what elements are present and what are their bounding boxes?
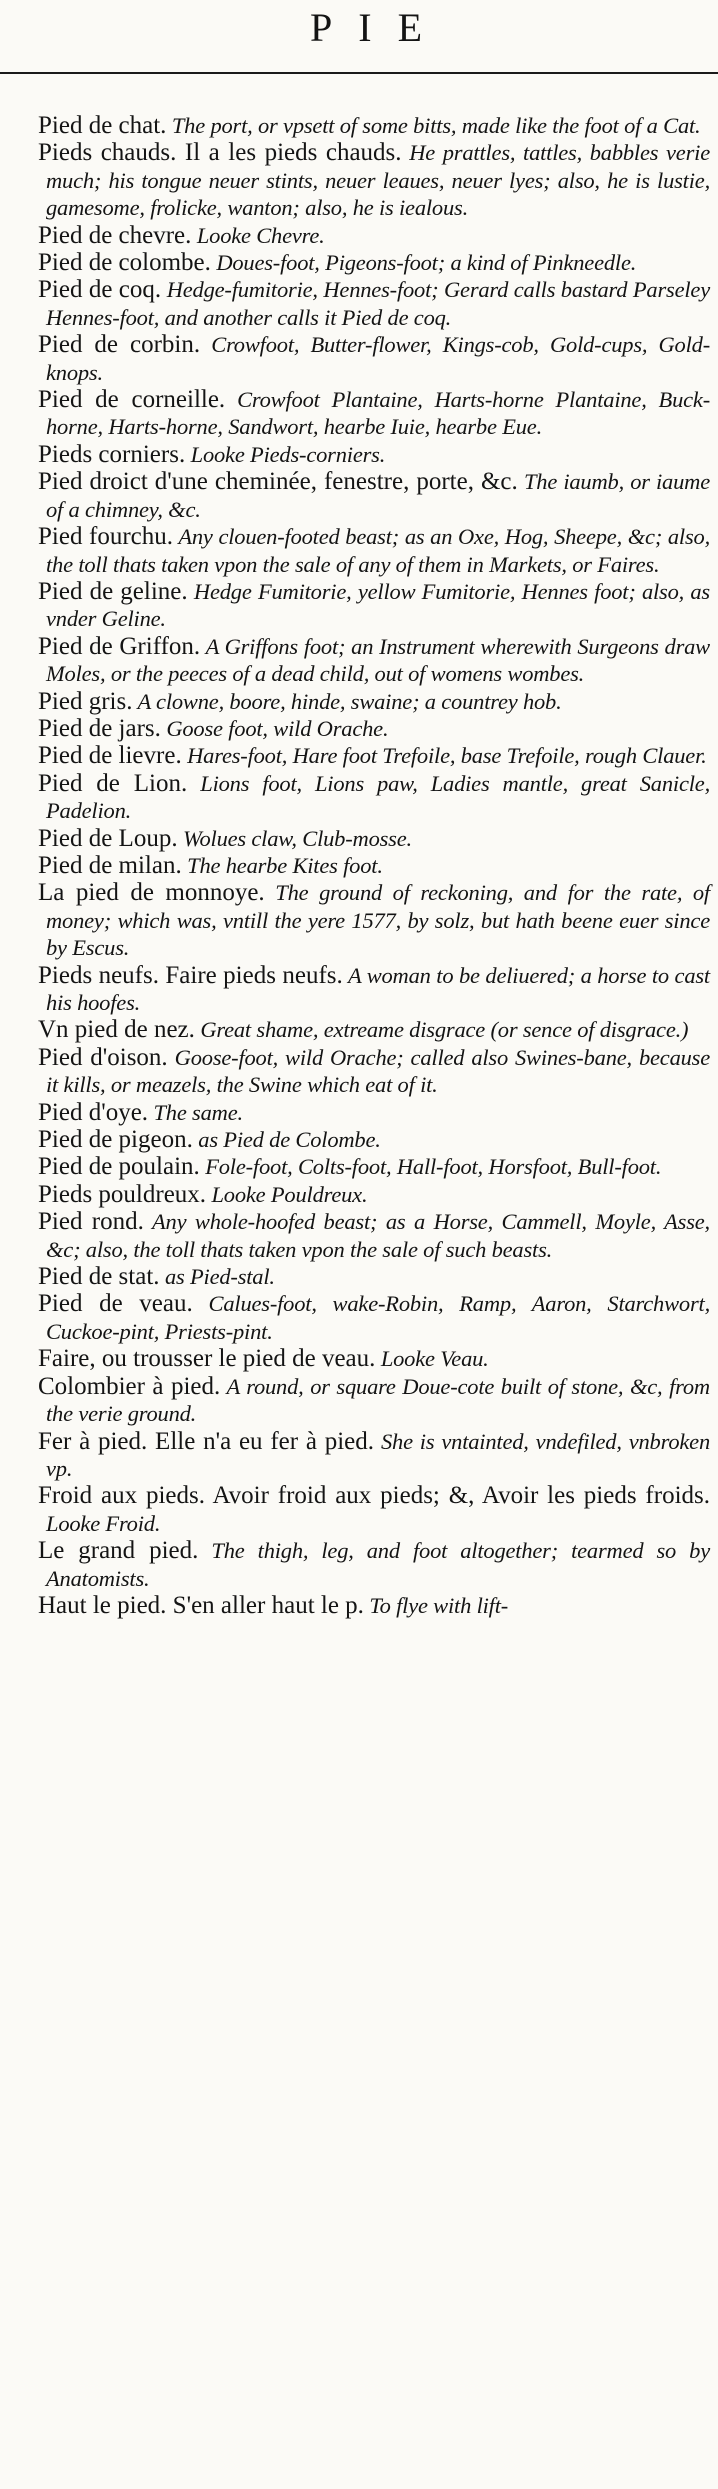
dictionary-entry (38, 112, 710, 139)
headword: Pieds corniers. (38, 440, 186, 468)
headword: Pied de stat. (38, 1263, 160, 1291)
dictionary-entry (38, 1482, 710, 1537)
dictionary-entry (38, 249, 710, 276)
dictionary-entry (38, 1345, 710, 1372)
dictionary-entry (38, 1153, 710, 1180)
definition: The same. (148, 1099, 243, 1125)
definition: The port, or vpsett of some bitts, made like the foot of a Cat. (166, 113, 701, 138)
definition: Looke Veau. (375, 1346, 489, 1372)
headword: Pied de milan. (38, 851, 182, 879)
dictionary-entry (38, 578, 710, 633)
headword: Pieds chauds. Il a les pieds chauds. (38, 139, 402, 167)
definition: The thigh, leg, and foot altogether; tearmed so by Anatomists. (46, 1538, 710, 1591)
definition: Looke Pouldreux. (206, 1181, 368, 1207)
dictionary-entry (38, 139, 710, 221)
dictionary-entry (38, 770, 710, 825)
dictionary-entry (38, 222, 710, 249)
headword: Pied de chat. (38, 112, 167, 139)
dictionary-entry (38, 276, 710, 331)
dictionary-entry (38, 1044, 710, 1099)
headword: Haut le pied. S'en aller haut le p. (38, 1591, 364, 1619)
definition: A clowne, boore, hinde, swaine; a countrey hob. (132, 688, 562, 714)
dictionary-entry (38, 1208, 710, 1263)
definition: A Griffons foot; an Instrument wherewith Surgeons draw Moles, or the peeces of a dead child, out of womens wombes. (46, 633, 710, 687)
definition: A woman to be deliuered; a horse to cast his hoofes. (46, 962, 710, 1015)
dictionary-entry (38, 1016, 710, 1043)
headword: Pied de chevre. (38, 221, 192, 249)
definition: Wolues claw, Club-mosse. (177, 825, 412, 851)
headword: Pied de colombe. (38, 249, 211, 277)
headword: Pied de pigeon. (38, 1126, 193, 1154)
headword: Pied de lievre. (38, 742, 182, 770)
headword: Vn pied de nez. (38, 1016, 195, 1044)
dictionary-entry (38, 852, 710, 879)
definition: The hearbe Kites foot. (181, 852, 383, 878)
definition: Looke Froid. (46, 1510, 161, 1536)
headword: Pied d'oye. (38, 1098, 149, 1126)
dictionary-entry (38, 523, 710, 578)
headword: Pied d'oison. (38, 1043, 168, 1071)
headword: Froid aux pieds. Avoir froid aux pieds; &, Avoir les pieds froids. (38, 1482, 710, 1510)
dictionary-entry (38, 688, 710, 715)
dictionary-entry (38, 742, 710, 769)
definition: Lions foot, Lions paw, Ladies mantle, great Sanicle, Padelion. (46, 770, 710, 824)
definition: Any whole-hoofed beast; as a Horse, Cammell, Moyle, Asse, &c; also, the toll thats taken vpon the sale of such beasts. (46, 1209, 710, 1262)
headword: Pied gris. (38, 687, 133, 715)
dictionary-entry (38, 715, 710, 742)
headword: Pied fourchu. (38, 523, 174, 551)
definition: He prattles, tattles, babbles verie much; his tongue neuer stints, neuer leaues, neuer lyes; also, he is lustie, gamesome, frolicke, wanton; also, he is iealous. (46, 140, 710, 221)
headword: Pied de Griffon. (38, 632, 201, 660)
definition: Hares-foot, Hare foot Trefoile, base Trefoile, rough Clauer. (181, 743, 707, 769)
dictionary-entry (38, 825, 710, 852)
dictionary-entries (38, 112, 710, 2489)
definition: Looke Chevre. (191, 222, 325, 248)
definition: Hedge-fumitorie, Hennes-foot; Gerard calls bastard Parseley Hennes-foot, and another calls it Pied de coq. (46, 277, 710, 330)
dictionary-entry (38, 633, 710, 688)
headword: Pied de Loup. (38, 824, 178, 852)
dictionary-entry (38, 1373, 710, 1428)
definition: as Pied de Colombe. (192, 1127, 381, 1153)
definition: Crowfoot, Butter-flower, Kings-cob, Gold-cups, Gold-knops. (46, 332, 710, 385)
headword: Pied de corbin. (38, 331, 201, 359)
headword: Pied droict d'une cheminée, fenestre, porte, &c. (38, 468, 518, 496)
headword: Pied de veau. (38, 1290, 193, 1318)
dictionary-entry (38, 1126, 710, 1153)
headword: Pied de corneille. (38, 386, 226, 414)
definition: Any clouen-footed beast; as an Oxe, Hog, Sheepe, &c; also, the toll thats taken vpon the sale of any of them in Markets, or Faires. (46, 524, 710, 577)
definition: Goose foot, wild Orache. (160, 715, 389, 741)
definition: The iaumb, or iaume of a chimney, &c. (46, 469, 710, 522)
definition: Great shame, extreame disgrace (or sence of disgrace.) (194, 1017, 689, 1043)
dictionary-entry (38, 468, 710, 523)
dictionary-entry (38, 879, 710, 961)
dictionary-entry (38, 1263, 710, 1290)
headword: Pieds pouldreux. (38, 1180, 207, 1208)
definition: Goose-foot, wild Orache; called also Swines-bane, because it kills, or meazels, the Swine which eat of it. (46, 1044, 711, 1098)
dictionary-entry (38, 1428, 710, 1483)
headword: Fer à pied. Elle n'a eu fer à pied. (38, 1427, 375, 1455)
headword: Colombier à pied. (38, 1372, 221, 1400)
definition: as Pied-stal. (159, 1264, 275, 1290)
definition: A round, or square Doue-cote built of stone, &c, from the verie ground. (46, 1373, 710, 1427)
definition: Calues-foot, wake-Robin, Ramp, Aaron, Starchwort, Cuckoe-pint, Priests-pint. (46, 1291, 710, 1344)
dictionary-entry (38, 962, 710, 1017)
dictionary-entry (38, 386, 710, 441)
definition: To flye with lift- (363, 1592, 509, 1618)
headword: Pieds neufs. Faire pieds neufs. (38, 961, 343, 989)
header-rule (0, 72, 718, 74)
headword: Pied de geline. (38, 577, 188, 605)
dictionary-entry (38, 1537, 710, 1592)
dictionary-entry (38, 331, 710, 386)
page-title: PIE (310, 5, 448, 50)
dictionary-entry (38, 1181, 710, 1208)
headword: Faire, ou trousser le pied de veau. (38, 1345, 376, 1373)
headword: Pied de poulain. (38, 1153, 200, 1181)
dictionary-entry (38, 1099, 710, 1126)
headword: Pied de coq. (38, 276, 162, 304)
definition: She is vntainted, vndefiled, vnbroken vp. (46, 1428, 710, 1481)
headword: Pied de Lion. (38, 769, 188, 797)
dictionary-entry (38, 1290, 710, 1345)
definition: Crowfoot Plantaine, Harts-horne Plantaine, Buck-horne, Harts-horne, Sandwort, hearbe Iuie, hearbe Eue. (46, 387, 710, 440)
definition: Hedge Fumitorie, yellow Fumitorie, Hennes foot; also, as vnder Geline. (46, 578, 710, 632)
definition: Fole-foot, Colts-foot, Hall-foot, Horsfoot, Bull-foot. (199, 1154, 662, 1180)
dictionary-entry (38, 441, 710, 468)
headword: Le grand pied. (38, 1537, 199, 1565)
definition: Looke Pieds-corniers. (185, 441, 386, 467)
definition: Doues-foot, Pigeons-foot; a kind of Pinkneedle. (210, 250, 637, 276)
headword: Pied rond. (38, 1208, 144, 1236)
definition: The ground of reckoning, and for the rate, of money; which was, vntill the yere 1577, by solz, but hath beene euer since by Escus. (46, 880, 710, 961)
dictionary-entry (38, 1592, 710, 1619)
headword: Pied de jars. (38, 714, 161, 742)
headword: La pied de monnoye. (38, 879, 265, 907)
